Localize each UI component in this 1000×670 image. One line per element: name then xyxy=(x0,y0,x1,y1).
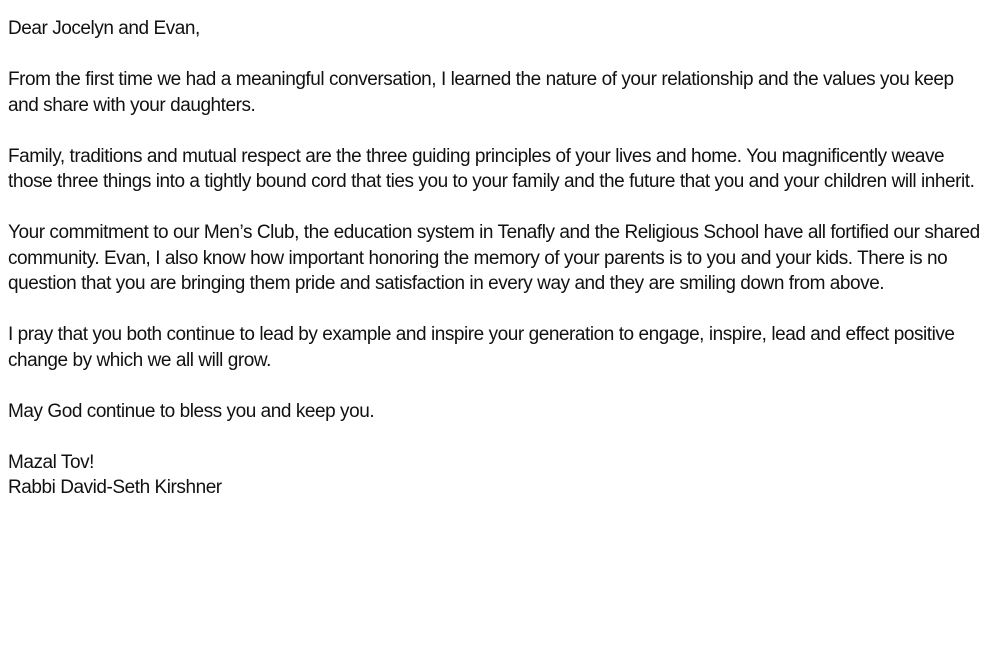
closing: Mazal Tov! xyxy=(8,451,94,473)
salutation: Dear Jocelyn and Evan, xyxy=(8,18,200,39)
paragraph-prayer: I pray that you both continue to lead by example and inspire your generation to engage, inspire, lead and effect positive change by which we all will grow. xyxy=(8,324,955,371)
letter-body xyxy=(8,16,983,501)
paragraph-opening: From the first time we had a meaningful conversation, I learned the nature of your relationship and the values you keep and share with your daughters. xyxy=(8,69,954,116)
paragraph-community: Your commitment to our Men’s Club, the education system in Tenafly and the Religious School have all fortified our shared community. Evan, I also know how important honoring the memory of your parents is to you and your kids. There is no question that you are bringing them pride and satisfaction in every way and they are smiling down from above. xyxy=(8,222,980,294)
paragraph-principles: Family, traditions and mutual respect are the three guiding principles of your lives and home. You magnificently weave those three things into a tightly bound cord that ties you to your family and the future that you and your children will inherit. xyxy=(8,145,975,192)
paragraph-blessing: May God continue to bless you and keep you. xyxy=(8,400,375,422)
signature: Rabbi David-Seth Kirshner xyxy=(8,477,222,498)
